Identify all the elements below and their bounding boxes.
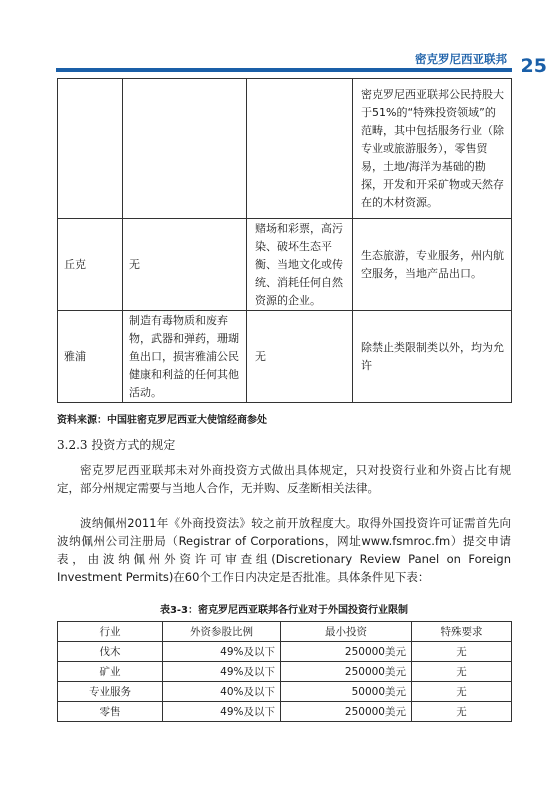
table-row [58, 79, 512, 219]
state-cell: 丘克 [58, 219, 123, 311]
page-number: 25 [520, 55, 547, 77]
table-caption: 表3-3：密克罗尼西亚联邦各行业对于外国投资行业限制 [159, 605, 409, 616]
open-cell: 生态旅游，专业服务，州内航空服务，当地产品出口。 [353, 219, 512, 311]
min-investment-cell: 250000美元 [281, 702, 412, 722]
min-investment-cell: 50000美元 [281, 682, 412, 702]
requirement-cell: 无 [412, 642, 512, 662]
industry-cell: 伐木 [58, 642, 163, 662]
source-note: 资料来源：中国驻密克罗尼西亚大使馆经商参处 [57, 415, 267, 426]
min-investment-cell: 250000美元 [281, 662, 412, 682]
share-cell: 49%及以下 [163, 702, 281, 722]
paragraph: 波纳佩州2011年《外商投资法》较之前开放程度大。取得外国投资许可证需首先向波纳佩州公司注册局（Registrar of Corporations，网址www.fsmroc.fm）提交申请表，由波纳佩州外资许可审查组(Discretionary Review Panel on Foreign Investment Permits)在60个工作日内决定是否批准。具体条件见下表： [57, 516, 511, 584]
state-cell: 雅浦 [58, 311, 123, 403]
table-row [58, 682, 512, 702]
column-header: 行业 [58, 622, 163, 642]
table-row [58, 311, 512, 403]
table-row [58, 662, 512, 682]
table-header-row [58, 622, 512, 642]
column-header: 最小投资 [281, 622, 412, 642]
restricted-cell: 无 [247, 311, 353, 403]
industry-cell: 专业服务 [58, 682, 163, 702]
header-rule [56, 68, 512, 72]
column-header: 外资参股比例 [163, 622, 281, 642]
industry-cell: 矿业 [58, 662, 163, 682]
prohibited-cell [123, 79, 247, 219]
min-investment-cell: 250000美元 [281, 642, 412, 662]
section-heading: 3.2.3 投资方式的规定 [57, 438, 176, 452]
state-cell [58, 79, 123, 219]
industry-table [57, 621, 512, 722]
restriction-table [57, 78, 512, 403]
paragraph: 密克罗尼西亚联邦未对外商投资方式做出具体规定，只对投资行业和外资占比有规定，部分州规定需要与当地人合作，无并购、反垄断相关法律。 [57, 463, 511, 495]
requirement-cell: 无 [412, 702, 512, 722]
open-cell: 密克罗尼西亚联邦公民持股大于51%的“特殊投资领域”的范畴，其中包括服务行业（除专业或旅游服务），零售贸易，土地/海洋为基础的勘探，开发和开采矿物或天然存在的木材资源。 [353, 79, 512, 219]
table-row [58, 642, 512, 662]
share-cell: 49%及以下 [163, 642, 281, 662]
prohibited-cell: 无 [123, 219, 247, 311]
header-title: 密克罗尼西亚联邦 [415, 52, 507, 66]
restricted-cell [247, 79, 353, 219]
prohibited-cell: 制造有毒物质和废弃物，武器和弹药，珊瑚鱼出口，损害雅浦公民健康和利益的任何其他活动。 [123, 311, 247, 403]
table-row [58, 219, 512, 311]
industry-cell: 零售 [58, 702, 163, 722]
table-row [58, 702, 512, 722]
requirement-cell: 无 [412, 662, 512, 682]
open-cell: 除禁止类限制类以外，均为允许 [353, 311, 512, 403]
share-cell: 49%及以下 [163, 662, 281, 682]
restricted-cell: 赌场和彩票，高污染、破坏生态平衡、当地文化或传统、消耗任何自然资源的企业。 [247, 219, 353, 311]
column-header: 特殊要求 [412, 622, 512, 642]
requirement-cell: 无 [412, 682, 512, 702]
share-cell: 40%及以下 [163, 682, 281, 702]
